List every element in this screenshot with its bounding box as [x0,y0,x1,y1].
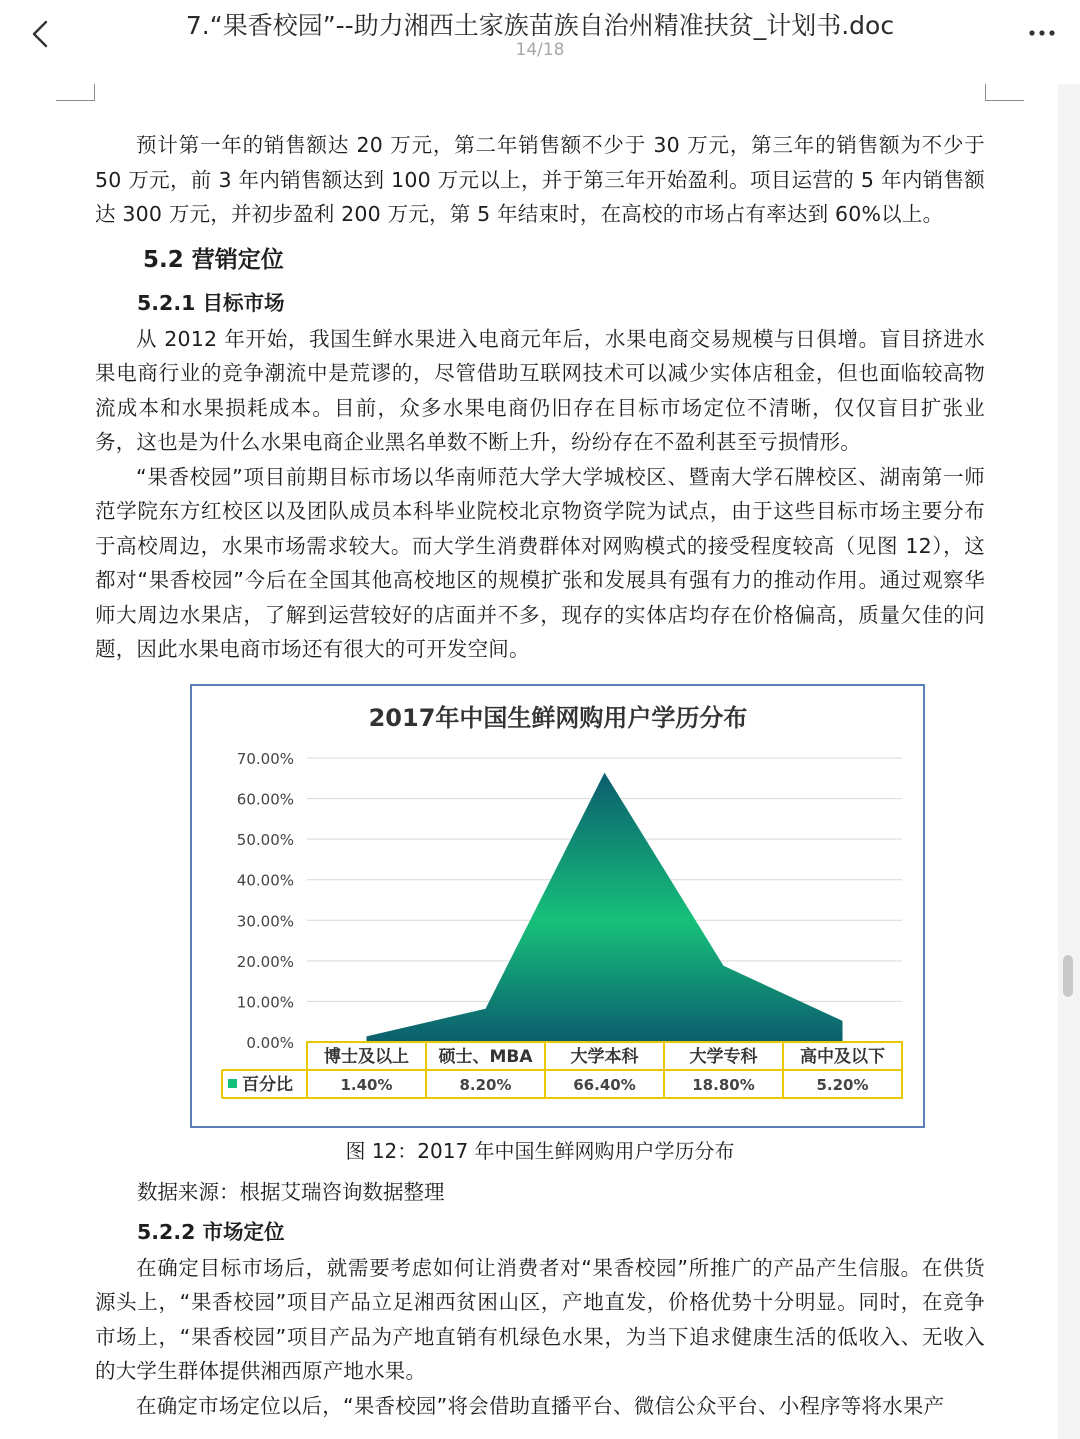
chart-canvas [192,686,923,1126]
figure-caption: 图 12：2017 年中国生鲜网购用户学历分布 [345,1138,735,1163]
data-source-note: 数据来源：根据艾瑞咨询数据整理 [137,1179,445,1204]
data-label: 5.20% [816,1075,869,1094]
category-label: 硕士、MBA [438,1046,533,1067]
y-tick-label: 20.00% [236,952,294,971]
page-corner-mark-right [985,84,1024,101]
y-tick-label: 0.00% [246,1033,294,1052]
category-label: 大学专科 [689,1046,758,1067]
data-label: 66.40% [573,1075,636,1094]
data-label: 8.20% [459,1075,512,1094]
more-options-button[interactable] [1024,18,1060,48]
y-tick-label: 60.00% [236,790,294,809]
page-indicator: 14/18 [515,40,565,60]
more-dots-icon [1024,18,1060,48]
document-page [95,128,985,1423]
category-label: 高中及以下 [800,1046,885,1067]
education-distribution-chart [190,684,925,1128]
y-tick-label: 40.00% [236,871,294,890]
paragraph-target-market: “果香校园”项目前期目标市场以华南师范大学大学城校区、暨南大学石牌校区、湖南第一师范学院东方红校区以及团队成员本科毕业院校北京物资学院为试点，由于这些目标市场主要分布于高校周边，水果市场需求较大。而大学生消费群体对网购模式的接受程度较高（见图 12），这都对“果香校园”今后在全国其他高校地区的规模扩张和发展具有强有力的推动作用。通过观察华师大周边水果店，了解到运营较好的店面并不多，现存的实体店均存在价格偏高，质量欠佳的问题，因此水果电商市场还有很大的可开发空间。 [95,464,985,661]
y-tick-label: 10.00% [236,992,294,1011]
category-label: 大学本科 [570,1046,639,1067]
subsection-heading-market-positioning: 5.2.2 市场定位 [137,1219,285,1244]
scrollbar-thumb[interactable] [1063,955,1073,997]
chart-title: 2017年中国生鲜网购用户学历分布 [368,703,748,732]
legend-swatch [228,1079,237,1088]
scrollbar-track[interactable] [1058,84,1080,1439]
paragraph-market-background: 从 2012 年开始，我国生鲜水果进入电商元年后，水果电商交易规模与日俱增。盲目挤进水果电商行业的竞争潮流中是荒谬的，尽管借助互联网技术可以减少实体店租金，但也面临较高物流成本和水果损耗成本。目前，众多水果电商仍旧存在目标市场定位不清晰，仅仅盲目扩张业务，这也是为什么水果电商企业黑名单数不断上升，纷纷存在不盈利甚至亏损情形。 [95,326,985,454]
data-label: 1.40% [340,1075,393,1094]
page-corner-mark-left [56,84,95,101]
y-tick-label: 50.00% [236,830,294,849]
paragraph-promotion: 在确定市场定位以后，“果香校园”将会借助直播平台、微信公众平台、小程序等将水果产 [136,1393,945,1418]
subsection-heading-target-market: 5.2.1 目标市场 [137,290,285,315]
y-tick-label: 70.00% [236,749,294,768]
category-label: 博士及以上 [324,1046,409,1067]
data-label: 18.80% [692,1075,755,1094]
section-heading-marketing-positioning: 5.2 营销定位 [143,246,284,273]
paragraph-market-positioning: 在确定目标市场后，就需要考虑如何让消费者对“果香校园”所推广的产品产生信服。在供货源头上，“果香校园”项目产品立足湘西贫困山区，产地直发，价格优势十分明显。同时，在竞争市场上，“果香校园”项目产品为产地直销有机绿色水果，为当下追求健康生活的低收入、无收入的大学生群体提供湘西原产地水果。 [95,1255,985,1383]
legend-label: 百分比 [242,1074,293,1095]
top-bar [0,0,1080,72]
y-tick-label: 30.00% [236,911,294,930]
paragraph-sales-forecast: 预计第一年的销售额达 20 万元，第二年销售额不少于 30 万元，第三年的销售额为不少于 50 万元，前 3 年内销售额达到 100 万元以上，并于第三年开始盈利。项目运营的 5 年内销售额达 300 万元，并初步盈利 200 万元，第 5 年结束时，在高校的市场占有率达到 60%以上。 [95,133,985,226]
document-title: 7.“果香校园”--助力湘西土家族苗族自治州精准扶贫_计划书.doc [185,11,895,40]
